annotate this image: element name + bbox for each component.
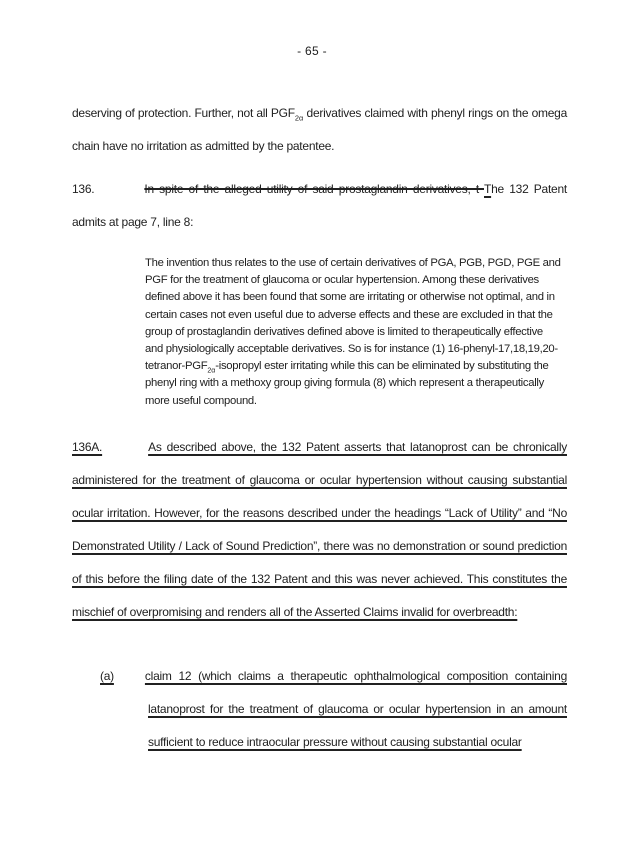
pgf-subscript: 2α bbox=[294, 113, 304, 123]
paragraph-number: 136. bbox=[72, 182, 95, 196]
pgf-subscript: 2α bbox=[207, 367, 216, 375]
paragraph-136a-text: As described above, the 132 Patent asserts that latanoprost can be chronically administered for the treatment of glaucoma or ocular hypertension without causing substantial ocular irritation. However, for the reasons described under the headings “Lack of Utility” and “No Demonstrated Utility / Lack of Sound Prediction”, there was no demonstration or sound prediction of this before the filing date of the 132 Patent and this was never achieved. This constitutes the mischief of overpromising and renders all of the Asserted Claims invalid for overbreadth: bbox=[72, 440, 567, 619]
paragraph-136 bbox=[72, 173, 567, 239]
list-item-a bbox=[100, 660, 567, 759]
inserted-capital: T bbox=[484, 182, 492, 196]
intro-text-continued: derivatives claimed with phenyl rings on the omega chain have no irritation as admitted by the patentee. bbox=[72, 106, 568, 153]
paragraph-number: 136A. bbox=[72, 440, 103, 454]
intro-paragraph bbox=[72, 97, 567, 163]
strikethrough-text: In spite of the alleged utility of said prostaglandin derivatives, t bbox=[144, 182, 484, 196]
paragraph-136a bbox=[72, 431, 567, 629]
quote-text-continued: -isopropyl ester irritating while this can be eliminated by substituting the phenyl ring with a methoxy group giving formula (8) which represent a therapeutically more useful compound. bbox=[145, 360, 549, 407]
list-item-text: claim 12 (which claims a therapeutic ophthalmological composition containing latanoprost for the treatment of glaucoma or ocular hypertension in an amount sufficient to reduce intraocular pressure without causing substantial ocular bbox=[144, 669, 567, 749]
quote-text: The invention thus relates to the use of certain derivatives of PGA, PGB, PGD, PGE and PGF for the treatment of glaucoma or ocular hypertension. Among these derivatives defined above it has been found that some are irritating or otherwise not optimal, and in certain cases not even useful due to adverse effects and these are excluded in that the group of prostaglandin derivatives defined above is limited to therapeutically effective and physiologically acceptable derivatives. So is for instance (1) 16-phenyl-17,18,19,20-tetranor-PGF bbox=[145, 257, 561, 373]
paragraph-136-text: he 132 Patent admits at page 7, line 8: bbox=[72, 182, 567, 229]
list-item-label: (a) bbox=[100, 669, 114, 683]
intro-text: deserving of protection. Further, not all PGF bbox=[72, 106, 295, 120]
page-number: - 65 - bbox=[297, 44, 327, 58]
block-quote bbox=[145, 255, 563, 410]
